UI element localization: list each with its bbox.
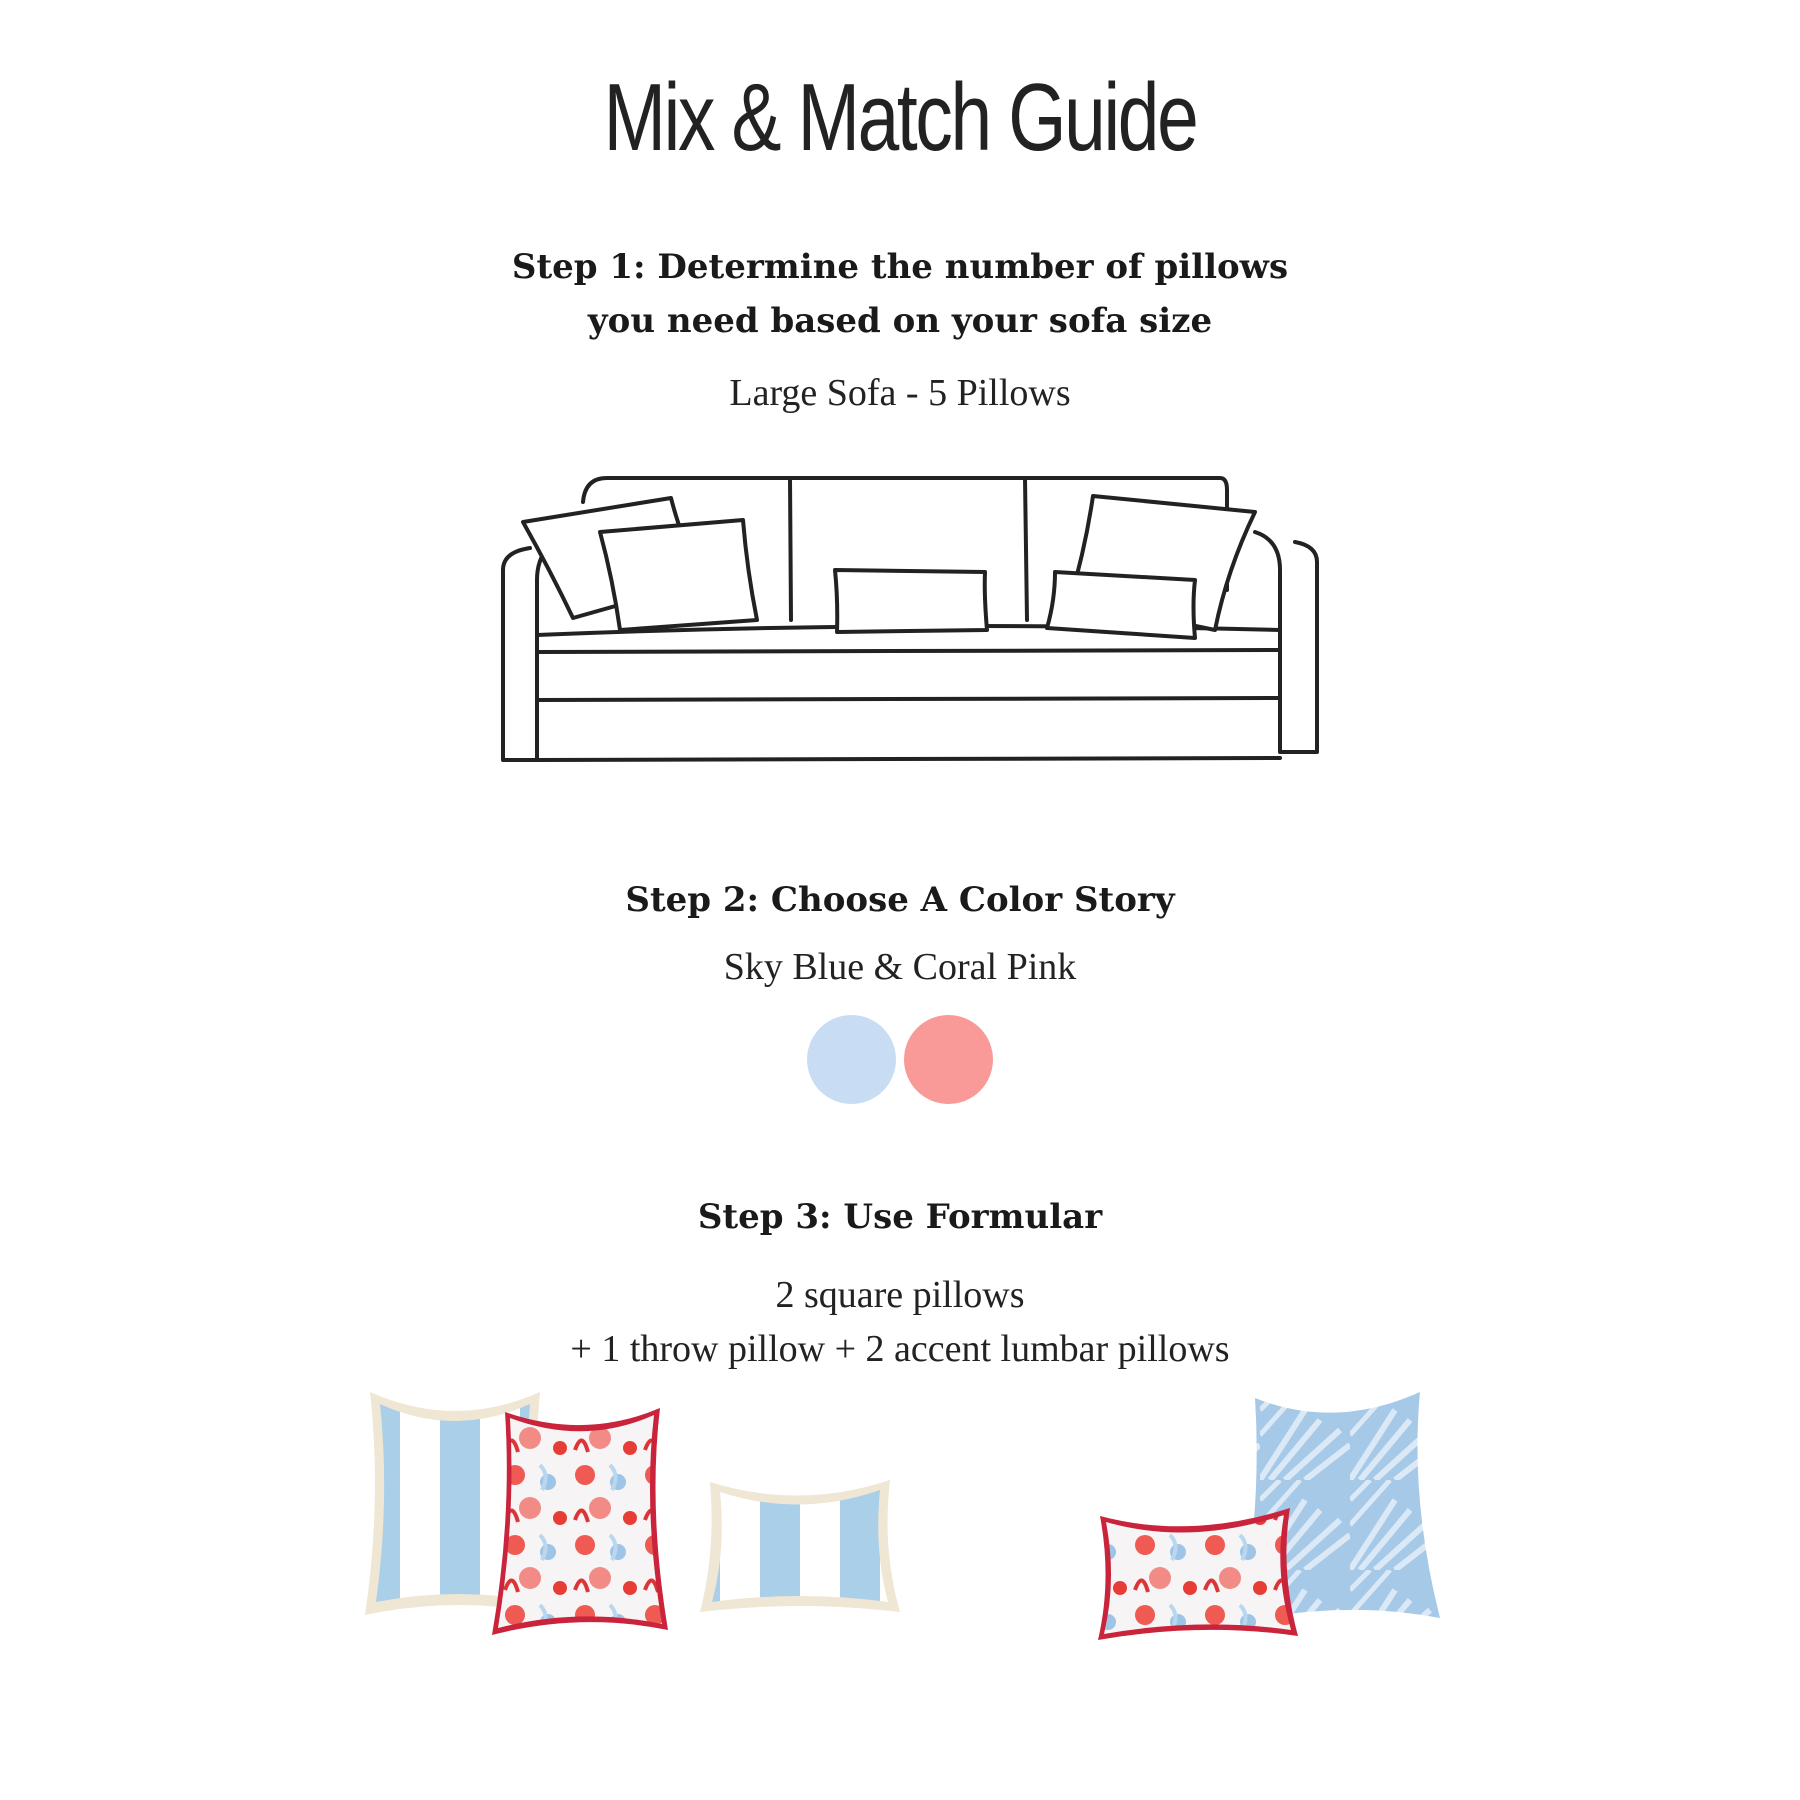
sky-blue-swatch [807, 1015, 896, 1104]
step1-subtitle: Large Sofa - 5 Pillows [729, 372, 1071, 414]
coral-square-pillow [492, 1408, 668, 1635]
color-swatches [807, 1015, 997, 1107]
page-title: Mix & Match Guide [603, 64, 1197, 171]
sofa-pillow-5 [1047, 572, 1195, 638]
step2-subtitle: Sky Blue & Coral Pink [723, 946, 1077, 988]
step3-subtitle-line2: + 1 throw pillow + 2 accent lumbar pillows [570, 1328, 1230, 1370]
sofa-pillow-2 [600, 520, 757, 630]
pillow-product-row [360, 1390, 1470, 1650]
step2-heading: Step 2: Choose A Color Story [625, 880, 1175, 920]
coral-pink-swatch [904, 1015, 993, 1104]
sofa-pillow-3 [835, 570, 987, 632]
sofa-illustration [495, 470, 1325, 770]
step3-subtitle [0, 1268, 1800, 1376]
coral-lumbar-pillow [1098, 1508, 1298, 1640]
step3-subtitle-line1: 2 square pillows [775, 1274, 1025, 1316]
striped-throw-pillow [700, 1480, 900, 1612]
step1-heading-line1: Step 1: Determine the number of pillows [511, 247, 1289, 287]
step1-heading [0, 240, 1800, 348]
step3-heading: Step 3: Use Formular [697, 1197, 1103, 1237]
step1-heading-line2: you need based on your sofa size [587, 301, 1213, 341]
